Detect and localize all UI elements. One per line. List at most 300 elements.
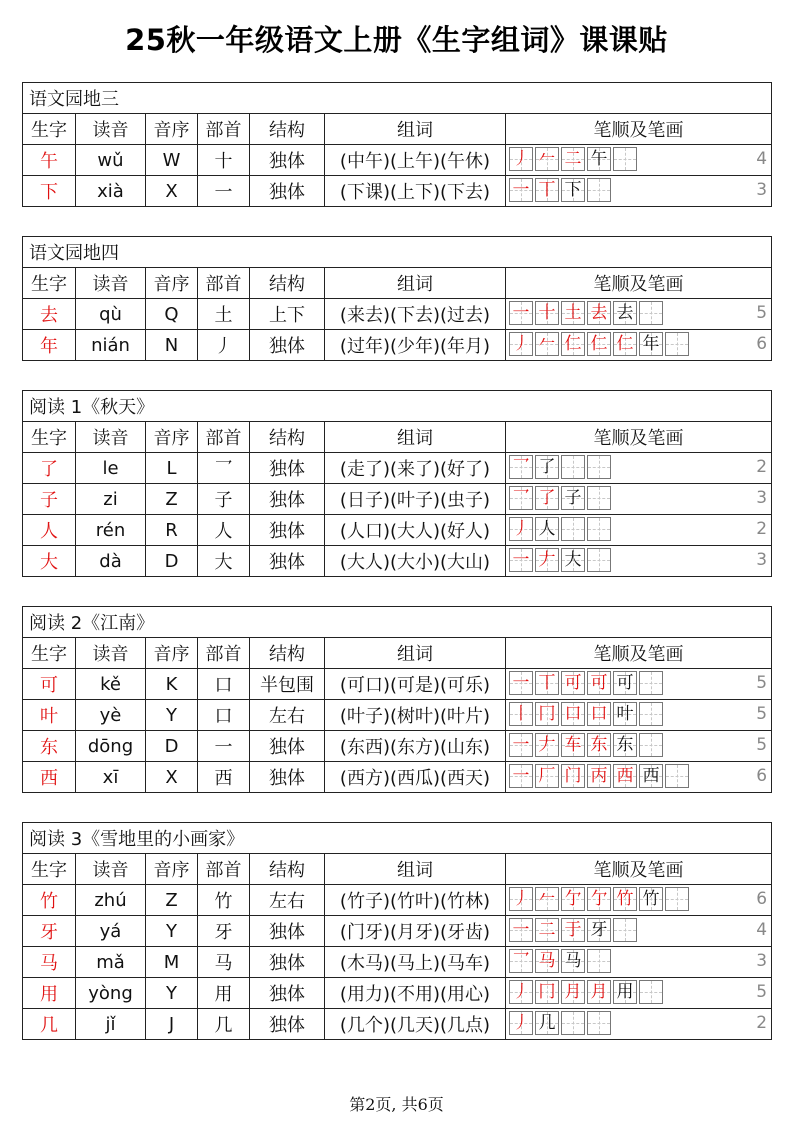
stroke-order-cell (506, 947, 772, 978)
pinyin-cell: yá (76, 916, 146, 947)
tianzige-box (613, 702, 637, 726)
tianzige-box (639, 332, 663, 356)
tianzige-box (535, 147, 559, 171)
character-cell: 用 (23, 978, 76, 1009)
tianzige-box (613, 147, 637, 171)
tianzige-box (587, 455, 611, 479)
section-title: 阅读 1《秋天》 (23, 391, 772, 422)
stroke-step: 二 (538, 920, 556, 940)
stroke-step: 了 (538, 488, 556, 508)
stroke-step: 口 (564, 704, 582, 724)
character-cell: 人 (23, 515, 76, 546)
stroke-order-cell (506, 731, 772, 762)
initial-letter-cell: Y (146, 978, 198, 1009)
stroke-order-cell (506, 978, 772, 1009)
stroke-step: 一 (512, 735, 530, 755)
tianzige-box (639, 733, 663, 757)
tianzige-box (665, 332, 689, 356)
table-row (23, 1009, 772, 1040)
stroke-step: 乛 (512, 488, 530, 508)
stroke-step: 𠂇 (538, 735, 556, 755)
stroke-step: 可 (590, 673, 608, 693)
table-row (23, 669, 772, 700)
header-row (23, 854, 772, 885)
tianzige-box (561, 455, 585, 479)
stroke-step: 叶 (616, 704, 634, 724)
structure-cell: 独体 (250, 731, 325, 762)
stroke-step: 一 (512, 550, 530, 570)
radical-cell: 口 (198, 669, 250, 700)
stroke-boxes (509, 455, 613, 479)
column-header: 笔顺及笔画 (506, 854, 772, 885)
stroke-step: 冂 (538, 982, 556, 1002)
character-cell: 年 (23, 330, 76, 361)
stroke-count: 5 (756, 735, 768, 755)
tianzige-box (535, 486, 559, 510)
structure-cell: 半包围 (250, 669, 325, 700)
radical-cell: 用 (198, 978, 250, 1009)
initial-letter-cell: Y (146, 916, 198, 947)
stroke-count: 6 (756, 766, 768, 786)
character-cell: 牙 (23, 916, 76, 947)
column-header: 部首 (198, 854, 250, 885)
table-row (23, 453, 772, 484)
pinyin-cell: dà (76, 546, 146, 577)
stroke-step: 丿 (512, 334, 530, 354)
tianzige-box (561, 733, 585, 757)
section-title: 阅读 3《雪地里的小画家》 (23, 823, 772, 854)
stroke-step: 二 (564, 149, 582, 169)
pinyin-cell: xī (76, 762, 146, 793)
radical-cell: 土 (198, 299, 250, 330)
column-header: 生字 (23, 638, 76, 669)
stroke-step: 仁 (590, 334, 608, 354)
words-cell: (下课)(上下)(下去) (325, 176, 506, 207)
character-cell: 去 (23, 299, 76, 330)
column-header: 音序 (146, 638, 198, 669)
tianzige-box (535, 887, 559, 911)
character-cell: 子 (23, 484, 76, 515)
tianzige-box (561, 980, 585, 1004)
pinyin-cell: xià (76, 176, 146, 207)
tianzige-box (509, 486, 533, 510)
table-row (23, 515, 772, 546)
stroke-step: 一 (512, 673, 530, 693)
tianzige-box (639, 764, 663, 788)
column-header: 部首 (198, 638, 250, 669)
table-row (23, 330, 772, 361)
pinyin-cell: zi (76, 484, 146, 515)
structure-cell: 独体 (250, 978, 325, 1009)
tianzige-box (613, 671, 637, 695)
tianzige-box (535, 980, 559, 1004)
stroke-order-cell (506, 885, 772, 916)
column-header: 笔顺及笔画 (506, 638, 772, 669)
stroke-step: 一 (512, 920, 530, 940)
column-header: 笔顺及笔画 (506, 268, 772, 299)
table-row (23, 484, 772, 515)
tianzige-box (587, 332, 611, 356)
stroke-step: 丙 (590, 766, 608, 786)
structure-cell: 独体 (250, 515, 325, 546)
tianzige-box (587, 671, 611, 695)
section-5 (22, 822, 771, 1040)
column-header: 结构 (250, 854, 325, 885)
words-cell: (西方)(西瓜)(西天) (325, 762, 506, 793)
column-header: 生字 (23, 422, 76, 453)
stroke-step: 马 (538, 951, 556, 971)
stroke-count: 5 (756, 704, 768, 724)
section-4 (22, 606, 771, 793)
tianzige-box (535, 517, 559, 541)
stroke-boxes (509, 486, 613, 510)
column-header: 结构 (250, 422, 325, 453)
stroke-count: 3 (756, 951, 768, 971)
tianzige-box (639, 671, 663, 695)
tianzige-box (561, 548, 585, 572)
stroke-step: 牙 (590, 920, 608, 940)
tianzige-box (665, 764, 689, 788)
stroke-step: 去 (616, 303, 634, 323)
table-row (23, 299, 772, 330)
structure-cell: 独体 (250, 1009, 325, 1040)
structure-cell: 左右 (250, 700, 325, 731)
stroke-step: 𠂇 (538, 550, 556, 570)
vocab-table (22, 606, 772, 793)
table-row (23, 916, 772, 947)
tianzige-box (535, 733, 559, 757)
stroke-step: 月 (564, 982, 582, 1002)
tianzige-box (561, 486, 585, 510)
table-row (23, 145, 772, 176)
tianzige-box (613, 980, 637, 1004)
tianzige-box (613, 733, 637, 757)
stroke-step: 几 (538, 1013, 556, 1033)
column-header: 读音 (76, 638, 146, 669)
table-row (23, 731, 772, 762)
stroke-boxes (509, 517, 613, 541)
initial-letter-cell: J (146, 1009, 198, 1040)
table-row (23, 885, 772, 916)
words-cell: (几个)(几天)(几点) (325, 1009, 506, 1040)
pinyin-cell: le (76, 453, 146, 484)
stroke-count: 4 (756, 149, 768, 169)
stroke-count: 3 (756, 488, 768, 508)
column-header: 笔顺及笔画 (506, 114, 772, 145)
words-cell: (叶子)(树叶)(叶片) (325, 700, 506, 731)
section-title: 语文园地三 (23, 83, 772, 114)
initial-letter-cell: L (146, 453, 198, 484)
stroke-step: 丅 (538, 180, 556, 200)
radical-cell: 丿 (198, 330, 250, 361)
stroke-step: 门 (564, 766, 582, 786)
column-header: 生字 (23, 268, 76, 299)
page-footer: 第2页, 共6页 (349, 1095, 444, 1114)
stroke-step: 丿 (512, 149, 530, 169)
header-row (23, 268, 772, 299)
stroke-step: 西 (616, 766, 634, 786)
tianzige-box (509, 548, 533, 572)
header-row (23, 114, 772, 145)
table-row (23, 762, 772, 793)
words-cell: (用力)(不用)(用心) (325, 978, 506, 1009)
initial-letter-cell: N (146, 330, 198, 361)
stroke-step: 𠂉 (538, 334, 556, 354)
radical-cell: 牙 (198, 916, 250, 947)
column-header: 组词 (325, 114, 506, 145)
stroke-count: 2 (756, 519, 768, 539)
tianzige-box (509, 332, 533, 356)
stroke-order-cell (506, 762, 772, 793)
tianzige-box (561, 147, 585, 171)
words-cell: (可口)(可是)(可乐) (325, 669, 506, 700)
vocab-table (22, 822, 772, 1040)
tianzige-box (613, 918, 637, 942)
column-header: 结构 (250, 638, 325, 669)
stroke-step: 亇 (564, 889, 582, 909)
tianzige-box (535, 301, 559, 325)
stroke-count: 5 (756, 303, 768, 323)
character-cell: 下 (23, 176, 76, 207)
structure-cell: 独体 (250, 916, 325, 947)
tianzige-box (509, 178, 533, 202)
radical-cell: 西 (198, 762, 250, 793)
radical-cell: 竹 (198, 885, 250, 916)
words-cell: (木马)(马上)(马车) (325, 947, 506, 978)
column-header: 读音 (76, 268, 146, 299)
stroke-step: 竹 (642, 889, 660, 909)
tianzige-box (561, 332, 585, 356)
radical-cell: 十 (198, 145, 250, 176)
initial-letter-cell: D (146, 731, 198, 762)
initial-letter-cell: M (146, 947, 198, 978)
pinyin-cell: nián (76, 330, 146, 361)
tianzige-box (561, 517, 585, 541)
stroke-order-cell (506, 515, 772, 546)
section-2 (22, 236, 771, 361)
tianzige-box (561, 178, 585, 202)
stroke-step: 𠂉 (538, 149, 556, 169)
stroke-step: 乛 (512, 951, 530, 971)
stroke-step: 丿 (512, 982, 530, 1002)
character-cell: 竹 (23, 885, 76, 916)
column-header: 部首 (198, 114, 250, 145)
tianzige-box (535, 702, 559, 726)
initial-letter-cell: R (146, 515, 198, 546)
stroke-boxes (509, 1011, 613, 1035)
page-title: 25秋一年级语文上册《生字组词》课课贴 (125, 23, 668, 57)
stroke-boxes (509, 671, 665, 695)
header-row (23, 422, 772, 453)
structure-cell: 独体 (250, 484, 325, 515)
words-cell: (竹子)(竹叶)(竹林) (325, 885, 506, 916)
tianzige-box (587, 702, 611, 726)
stroke-step: 一 (512, 180, 530, 200)
stroke-boxes (509, 764, 691, 788)
tianzige-box (587, 301, 611, 325)
column-header: 读音 (76, 114, 146, 145)
pinyin-cell: mǎ (76, 947, 146, 978)
stroke-boxes (509, 178, 613, 202)
words-cell: (门牙)(月牙)(牙齿) (325, 916, 506, 947)
column-header: 笔顺及笔画 (506, 422, 772, 453)
tianzige-box (587, 147, 611, 171)
structure-cell: 左右 (250, 885, 325, 916)
tianzige-box (509, 517, 533, 541)
stroke-step: 丿 (512, 519, 530, 539)
tianzige-box (561, 702, 585, 726)
pinyin-cell: yè (76, 700, 146, 731)
stroke-step: 丿 (512, 889, 530, 909)
character-cell: 叶 (23, 700, 76, 731)
stroke-step: 用 (616, 982, 634, 1002)
tianzige-box (535, 1011, 559, 1035)
stroke-step: 东 (616, 735, 634, 755)
stroke-order-cell (506, 299, 772, 330)
tianzige-box (587, 486, 611, 510)
column-header: 音序 (146, 114, 198, 145)
column-header: 生字 (23, 854, 76, 885)
column-header: 部首 (198, 422, 250, 453)
tianzige-box (535, 671, 559, 695)
stroke-step: 仁 (564, 334, 582, 354)
pinyin-cell: wǔ (76, 145, 146, 176)
character-cell: 午 (23, 145, 76, 176)
tianzige-box (535, 455, 559, 479)
tianzige-box (587, 517, 611, 541)
table-row (23, 176, 772, 207)
section-title: 阅读 2《江南》 (23, 607, 772, 638)
radical-cell: 一 (198, 176, 250, 207)
stroke-boxes (509, 702, 665, 726)
stroke-step: 年 (642, 334, 660, 354)
words-cell: (东西)(东方)(山东) (325, 731, 506, 762)
initial-letter-cell: D (146, 546, 198, 577)
initial-letter-cell: Y (146, 700, 198, 731)
initial-letter-cell: Z (146, 484, 198, 515)
tianzige-box (509, 1011, 533, 1035)
tianzige-box (561, 1011, 585, 1035)
tianzige-box (561, 918, 585, 942)
tianzige-box (639, 301, 663, 325)
tianzige-box (509, 702, 533, 726)
tianzige-box (587, 918, 611, 942)
words-cell: (日子)(叶子)(虫子) (325, 484, 506, 515)
tianzige-box (561, 949, 585, 973)
stroke-step: 𠂉 (538, 889, 556, 909)
character-cell: 东 (23, 731, 76, 762)
stroke-order-cell (506, 176, 772, 207)
table-row (23, 947, 772, 978)
tianzige-box (561, 887, 585, 911)
tianzige-box (561, 671, 585, 695)
column-header: 组词 (325, 854, 506, 885)
tianzige-box (639, 980, 663, 1004)
stroke-step: 西 (642, 766, 660, 786)
tianzige-box (509, 949, 533, 973)
stroke-step: 丿 (512, 1013, 530, 1033)
stroke-count: 6 (756, 334, 768, 354)
tianzige-box (509, 301, 533, 325)
stroke-step: 车 (564, 735, 582, 755)
column-header: 读音 (76, 854, 146, 885)
table-row (23, 700, 772, 731)
tianzige-box (535, 918, 559, 942)
stroke-order-cell (506, 916, 772, 947)
initial-letter-cell: Q (146, 299, 198, 330)
words-cell: (中午)(上午)(午休) (325, 145, 506, 176)
stroke-step: 一 (512, 766, 530, 786)
column-header: 音序 (146, 268, 198, 299)
vocab-table (22, 236, 772, 361)
stroke-boxes (509, 301, 665, 325)
structure-cell: 独体 (250, 176, 325, 207)
radical-cell: 子 (198, 484, 250, 515)
character-cell: 大 (23, 546, 76, 577)
stroke-step: 马 (564, 951, 582, 971)
structure-cell: 独体 (250, 330, 325, 361)
stroke-step: 去 (590, 303, 608, 323)
tianzige-box (509, 733, 533, 757)
stroke-step: 土 (564, 303, 582, 323)
stroke-count: 2 (756, 457, 768, 477)
character-cell: 可 (23, 669, 76, 700)
stroke-count: 3 (756, 550, 768, 570)
column-header: 结构 (250, 114, 325, 145)
stroke-step: 可 (564, 673, 582, 693)
stroke-boxes (509, 980, 665, 1004)
words-cell: (来去)(下去)(过去) (325, 299, 506, 330)
words-cell: (过年)(少年)(年月) (325, 330, 506, 361)
stroke-boxes (509, 949, 613, 973)
tianzige-box (509, 918, 533, 942)
structure-cell: 独体 (250, 546, 325, 577)
tianzige-box (587, 887, 611, 911)
radical-cell: 乛 (198, 453, 250, 484)
stroke-order-cell (506, 700, 772, 731)
column-header: 读音 (76, 422, 146, 453)
character-cell: 几 (23, 1009, 76, 1040)
radical-cell: 马 (198, 947, 250, 978)
stroke-boxes (509, 733, 665, 757)
column-header: 组词 (325, 268, 506, 299)
column-header: 结构 (250, 268, 325, 299)
stroke-step: 人 (538, 519, 556, 539)
stroke-count: 5 (756, 982, 768, 1002)
pinyin-cell: jǐ (76, 1009, 146, 1040)
stroke-step: 可 (616, 673, 634, 693)
pinyin-cell: dōng (76, 731, 146, 762)
radical-cell: 几 (198, 1009, 250, 1040)
stroke-step: 仁 (616, 334, 634, 354)
stroke-boxes (509, 332, 691, 356)
tianzige-box (509, 980, 533, 1004)
words-cell: (大人)(大小)(大山) (325, 546, 506, 577)
tianzige-box (561, 301, 585, 325)
column-header: 部首 (198, 268, 250, 299)
structure-cell: 独体 (250, 762, 325, 793)
tianzige-box (613, 887, 637, 911)
stroke-order-cell (506, 1009, 772, 1040)
pinyin-cell: yòng (76, 978, 146, 1009)
character-cell: 马 (23, 947, 76, 978)
stroke-boxes (509, 918, 639, 942)
stroke-step: 午 (590, 149, 608, 169)
initial-letter-cell: W (146, 145, 198, 176)
column-header: 生字 (23, 114, 76, 145)
section-title: 语文园地四 (23, 237, 772, 268)
initial-letter-cell: K (146, 669, 198, 700)
